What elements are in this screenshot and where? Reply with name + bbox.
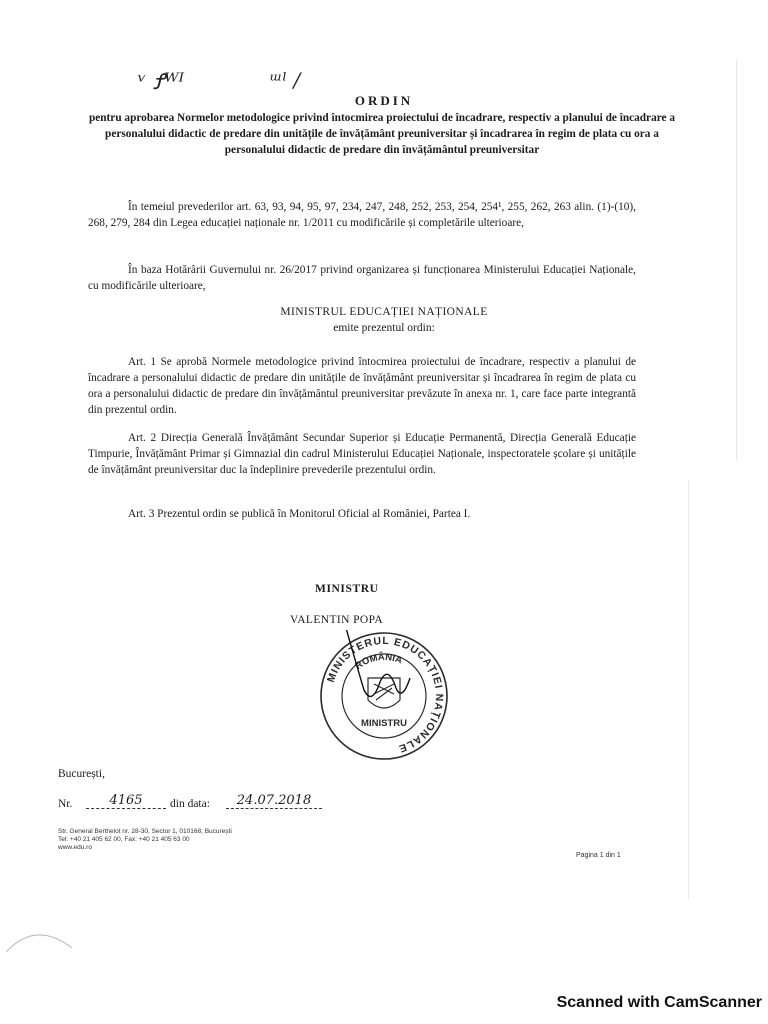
document-title: ORDIN (354, 93, 414, 108)
date-value: 24.07.2018 (226, 793, 322, 809)
signatory-name: VALENTIN POPA (290, 614, 384, 626)
handwritten-mark: ᵛ Ꝭᵂᴵ (138, 70, 185, 95)
page-corner-curl (6, 926, 76, 954)
camscanner-watermark: Scanned with CamScanner (556, 994, 762, 1011)
article-2: Art. 2 Direcția Generală Învățământ Secundar Superior și Educație Permanentă, Direcția Generală Educație Timpurie, Învățământ Primar și Gimnazial din cadrul Ministerului Educației Naționale, inspectoratele școlare și unitățile de învățământ preuniversitar duc la îndeplinire prevederile prezentului ordin. (88, 432, 636, 476)
footer-website: www.edu.ro (58, 844, 92, 851)
seal-ring-text: MINISTERUL EDUCAȚIEI NAȚIONALE (324, 634, 446, 755)
handwritten-initial: ᵚˡ / (270, 68, 301, 92)
paragraph-legal-basis: În temeiul prevederilor art. 63, 93, 94, 95, 97, 234, 247, 248, 252, 253, 254, 254¹, 255, 262, 263 alin. (1)-(10), 268, 279, 284 din Legea educației naționale nr. 1/2011 cu modificările și completările ulterioare, (88, 201, 636, 229)
scan-edge-artifact (688, 480, 689, 900)
seal-top-text: ROMÂNIA (353, 651, 404, 672)
article-1: Art. 1 Se aprobă Normele metodologice privind întocmirea proiectului de încadrare, respectiv a planului de încadrare a personalului didactic de predare din unitățile de învățământ preuniversitar și încadrarea în regim de plata cu ora a personalului didactic de predare din învățământul preuniversitar prevăzute în anexa nr. 1, care face parte integrantă din prezentul ordin. (88, 356, 636, 416)
document-subtitle: pentru aprobarea Normelor metodologice privind întocmirea proiectului de încadrare, respectiv a planului de încadrare a personalului didactic de predare din unitățile de învățământ preuniversitar și încadrarea în regim de plata cu ora a personalului didactic de predare din învățământul preuniversitar (88, 112, 676, 156)
number-date-row (58, 793, 378, 818)
place-of-issue: București, (58, 768, 105, 780)
date-label: din data: (170, 798, 210, 810)
seal-center-text: MINISTRU (361, 718, 407, 729)
official-seal (318, 630, 450, 762)
scan-edge-artifact (736, 60, 737, 460)
footer-contact (58, 828, 232, 852)
footer-phone: Tel: +40 21 405 62 00, Fax: +40 21 405 63 00 (58, 836, 190, 843)
number-label: Nr. (58, 798, 73, 810)
issues-order-line: emite prezentul ordin: (333, 322, 435, 334)
seal-outer-ring (321, 633, 447, 759)
page-number: Pagina 1 din 1 (576, 852, 621, 859)
footer-address: Str. General Berthelot nr. 28-30, Sector 1, 010168, București (58, 828, 232, 835)
signatory-title: MINISTRU (315, 583, 379, 595)
paragraph-government-decision: În baza Hotărârii Guvernului nr. 26/2017 privind organizarea și funcționarea Ministerului Educației Naționale, cu modificările ulterioare, (88, 264, 636, 292)
number-value: 4165 (86, 793, 166, 809)
article-3: Art. 3 Prezentul ordin se publică în Monitorul Oficial al României, Partea I. (128, 508, 471, 520)
ministry-heading: MINISTRUL EDUCAȚIEI NAȚIONALE (280, 306, 488, 318)
seal-coat-of-arms (368, 678, 400, 708)
